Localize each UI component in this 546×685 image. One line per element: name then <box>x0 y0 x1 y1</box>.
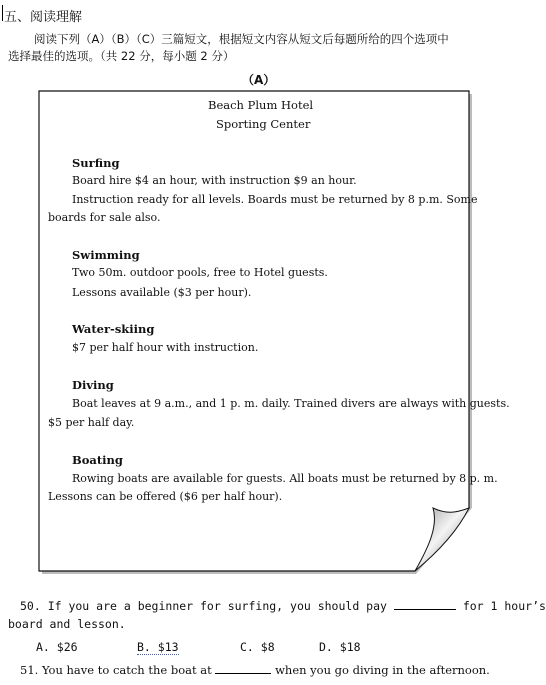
boating-line-2: Lessons can be offered ($6 per half hour). <box>48 490 283 503</box>
waterskiing-heading: Water-skiing <box>72 322 155 336</box>
question-51-stem-a: 51. You have to catch the boat at <box>20 663 212 677</box>
boating-line-1: Rowing boats are available for guests. All boats must be returned by 8 p. m. <box>72 472 498 485</box>
question-50-option-c[interactable]: C. $8 <box>240 640 275 654</box>
question-50-stem-a: 50. If you are a beginner for surfing, you should pay <box>20 599 387 613</box>
notice-title-line-1: Beach Plum Hotel <box>208 98 314 112</box>
question-50-blank[interactable] <box>394 599 456 610</box>
passage-label: （A） <box>242 73 276 87</box>
question-50-option-d[interactable]: D. $18 <box>319 640 361 654</box>
swimming-line-1: Two 50m. outdoor pools, free to Hotel guests. <box>72 266 328 279</box>
instruction-line-1: 阅读下列（A）（B）（C）三篇短文，根据短文内容从短文后每题所给的四个选项中 <box>34 32 449 46</box>
notice-title-line-2: Sporting Center <box>216 117 311 131</box>
diving-line-2: $5 per half day. <box>48 416 135 429</box>
question-50-line-1 <box>20 599 546 613</box>
swimming-heading: Swimming <box>72 248 140 262</box>
question-50-option-b[interactable] <box>137 640 179 654</box>
surfing-line-1: Board hire $4 an hour, with instruction $9 an hour. <box>72 174 357 187</box>
section-title: 五、阅读理解 <box>4 10 83 25</box>
question-50-option-a[interactable]: A. $26 <box>36 640 78 654</box>
option-b-text: B. $13 <box>137 640 179 654</box>
question-51-blank[interactable] <box>215 663 271 674</box>
section-marker <box>2 5 3 21</box>
diving-line-1: Boat leaves at 9 a.m., and 1 p. m. daily. Trained divers are always with guests. <box>72 397 510 410</box>
question-50-stem-b: for 1 hour’s <box>462 599 546 613</box>
question-51 <box>20 663 490 677</box>
diving-heading: Diving <box>72 378 114 392</box>
waterskiing-line-1: $7 per half hour with instruction. <box>72 341 259 354</box>
surfing-line-3: boards for sale also. <box>48 211 161 224</box>
surfing-heading: Surfing <box>72 156 120 170</box>
boating-heading: Boating <box>72 453 123 467</box>
question-50-line-2: board and lesson. <box>8 617 126 631</box>
instruction-line-2: 选择最佳的选项。（共 22 分，每小题 2 分） <box>8 49 235 63</box>
swimming-line-2: Lessons available ($3 per hour). <box>72 286 252 299</box>
surfing-line-2: Instruction ready for all levels. Boards must be returned by 8 p.m. Some <box>72 193 478 206</box>
question-51-stem-b: when you go diving in the afternoon. <box>275 663 490 677</box>
